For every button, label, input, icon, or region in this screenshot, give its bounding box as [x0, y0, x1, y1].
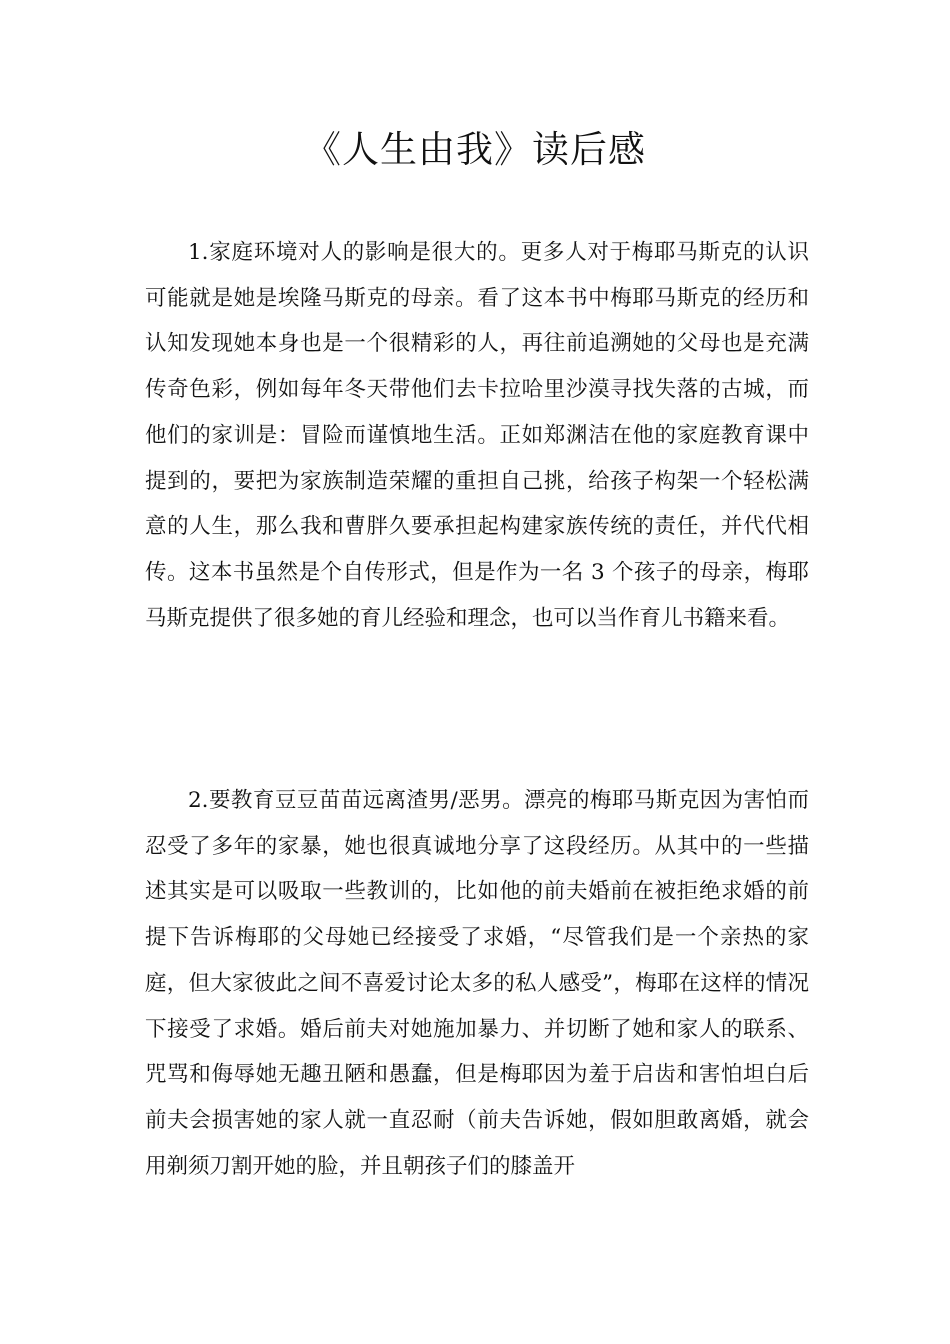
document-title: 《人生由我》读后感	[304, 128, 646, 171]
paragraph-1: 1.家庭环境对人的影响是很大的。更多人对于梅耶马斯克的认识可能就是她是埃隆马斯克的母亲。看了这本书中梅耶马斯克的经历和认知发现她本身也是一个很精彩的人，再往前追溯她的父母也是充满传奇色彩，例如每年冬天带他们去卡拉哈里沙漠寻找失落的古城，而他们的家训是：冒险而谨慎地生活。正如郑渊洁在他的家庭教育课中提到的，要把为家族制造荣耀的重担自己挑，给孩子构架一个轻松满意的人生，那么我和曹胖久要承担起构建家族传统的责任，并代代相传。这本书虽然是个自传形式，但是作为一名 3 个孩子的母亲，梅耶马斯克提供了很多她的育儿经验和理念，也可以当作育儿书籍来看。	[145, 240, 809, 631]
paragraph-2: 2.要教育豆豆苗苗远离渣男/恶男。漂亮的梅耶马斯克因为害怕而忍受了多年的家暴，她也很真诚地分享了这段经历。从其中的一些描述其实是可以吸取一些教训的，比如他的前夫婚前在被拒绝求婚的前提下告诉梅耶的父母她已经接受了求婚，“尽管我们是一个亲热的家庭，但大家彼此之间不喜爱讨论太多的私人感受”，梅耶在这样的情况下接受了求婚。婚后前夫对她施加暴力、并切断了她和家人的联系、咒骂和侮辱她无趣丑陋和愚蠢，但是梅耶因为羞于启齿和害怕坦白后前夫会损害她的家人就一直忍耐（前夫告诉她，假如胆敢离婚，就会用剃须刀割开她的脸，并且朝孩子们的膝盖开	[145, 788, 809, 1179]
